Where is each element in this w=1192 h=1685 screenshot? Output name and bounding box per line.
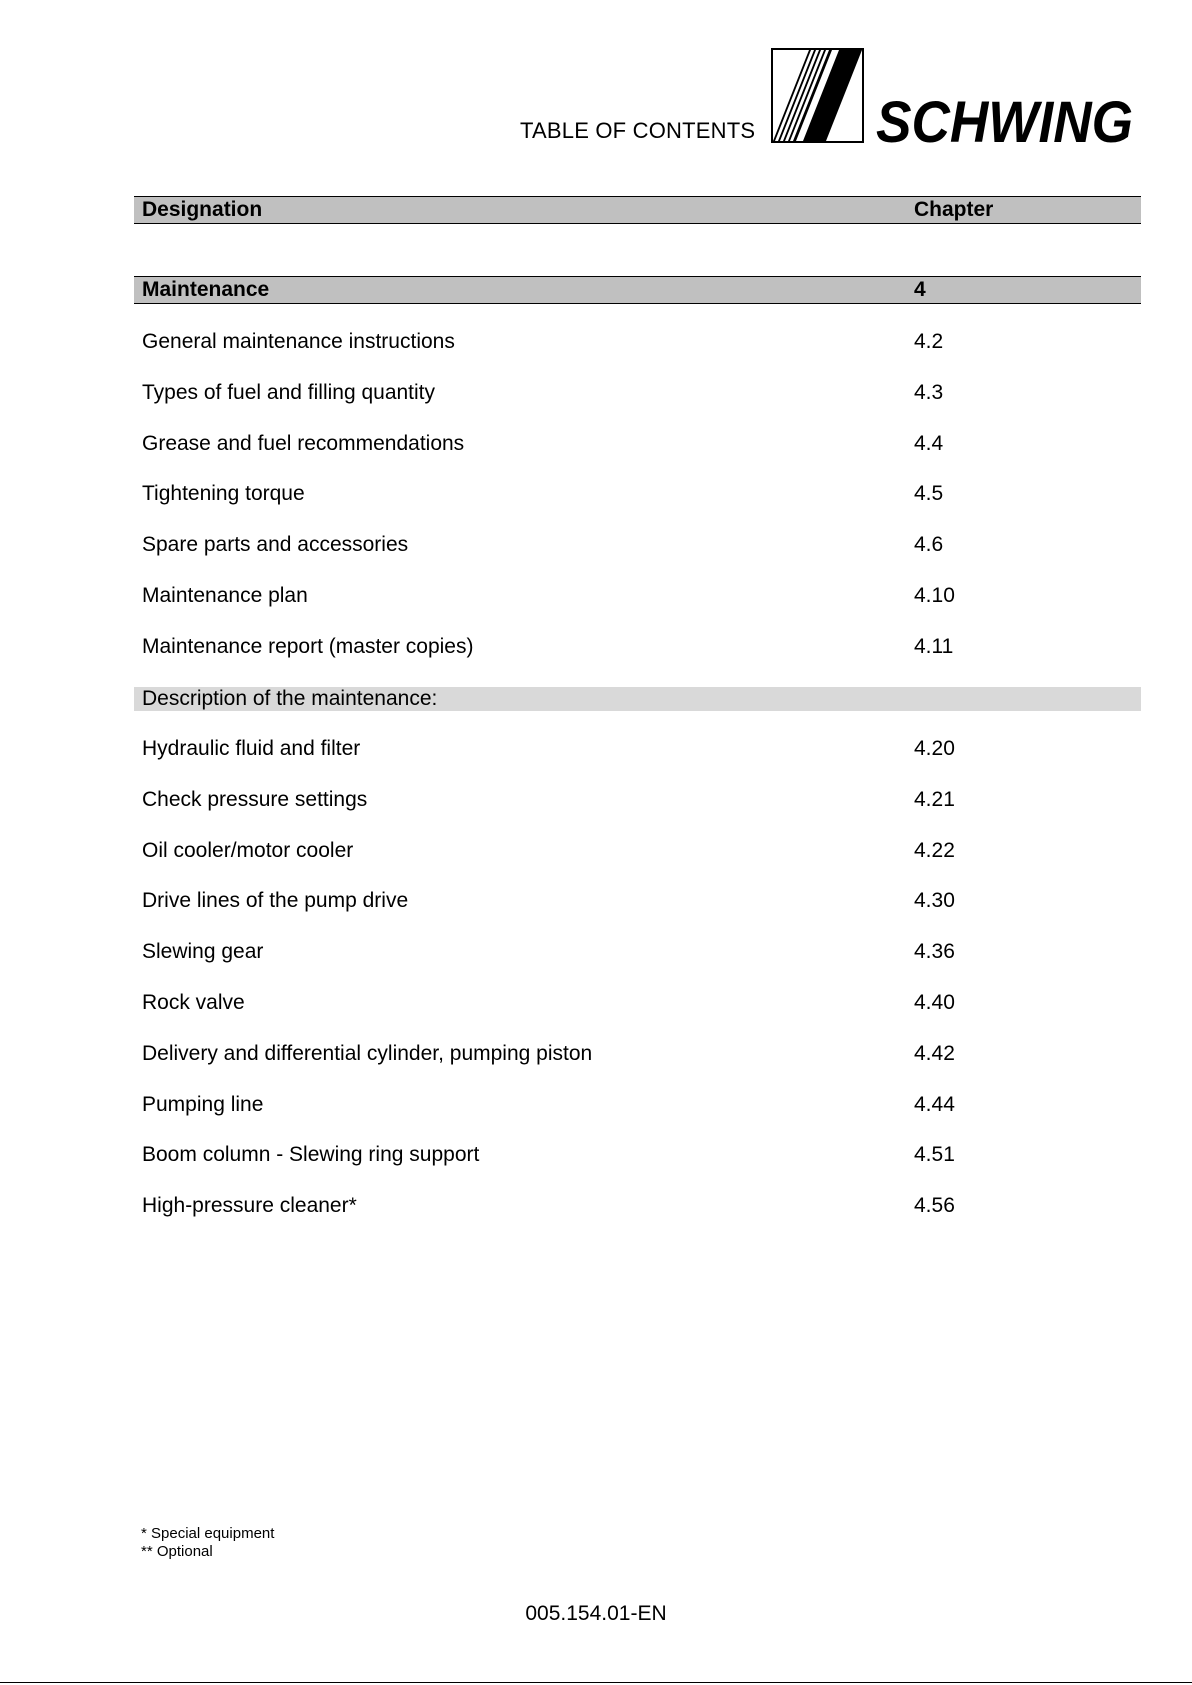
row-chapter: 4.10	[914, 584, 955, 607]
row-chapter: 4.4	[914, 431, 944, 455]
row-chapter: 4.3	[914, 380, 944, 404]
row-label: High-pressure cleaner*	[142, 1194, 357, 1218]
schwing-logo-mark	[771, 48, 864, 143]
row-chapter: 4.40	[914, 991, 955, 1014]
bottom-rule	[0, 1682, 1192, 1683]
row-chapter: 4.51	[914, 1143, 955, 1167]
row-chapter: 4.42	[914, 1041, 955, 1065]
document-number: 005.154.01-EN	[525, 1602, 667, 1625]
row-chapter: 4.20	[914, 737, 955, 760]
schwing-logo-wordmark	[876, 96, 1136, 146]
page-title: TABLE OF CONTENTS	[520, 118, 756, 143]
row-chapter: 4.5	[914, 482, 944, 506]
section-row-maintenance	[134, 276, 1141, 304]
row-label: Pumping line	[142, 1092, 264, 1116]
row-label: Maintenance plan	[142, 584, 308, 607]
row-label: Grease and fuel recommendations	[142, 431, 465, 455]
row-chapter: 4.21	[914, 787, 955, 811]
subheading-label: Description of the maintenance:	[142, 687, 438, 710]
row-label: Delivery and differential cylinder, pumping piston	[142, 1041, 593, 1065]
row-chapter: 4.36	[914, 940, 955, 964]
row-label: Drive lines of the pump drive	[142, 889, 409, 913]
row-label: Types of fuel and filling quantity	[142, 380, 436, 404]
subheading-row	[134, 687, 1141, 711]
row-chapter: 4.56	[914, 1194, 955, 1218]
section-label: Maintenance	[142, 278, 270, 301]
row-chapter: 4.11	[914, 634, 954, 658]
row-label: Tightening torque	[142, 482, 305, 506]
row-chapter: 4.44	[914, 1092, 955, 1116]
table-header-row	[134, 196, 1141, 224]
row-label: Boom column - Slewing ring support	[142, 1143, 480, 1167]
brand-text: SCHWING	[876, 96, 1133, 146]
row-label: Rock valve	[142, 991, 245, 1014]
row-chapter: 4.22	[914, 838, 955, 862]
footnote-optional: ** Optional	[141, 1543, 213, 1560]
row-chapter: 4.30	[914, 889, 955, 913]
row-label: Oil cooler/motor cooler	[142, 838, 354, 862]
designation-header: Designation	[142, 198, 263, 221]
row-label: Check pressure settings	[142, 787, 368, 811]
row-chapter: 4.2	[914, 330, 944, 353]
chapter-header: Chapter	[914, 198, 994, 221]
row-label: Hydraulic fluid and filter	[142, 737, 361, 760]
footnote-special: * Special equipment	[141, 1525, 275, 1542]
row-chapter: 4.6	[914, 533, 944, 557]
section-chapter: 4	[914, 278, 926, 301]
row-label: Spare parts and accessories	[142, 533, 409, 557]
row-label: Slewing gear	[142, 940, 264, 964]
row-label: Maintenance report (master copies)	[142, 634, 474, 658]
row-label: General maintenance instructions	[142, 330, 455, 353]
